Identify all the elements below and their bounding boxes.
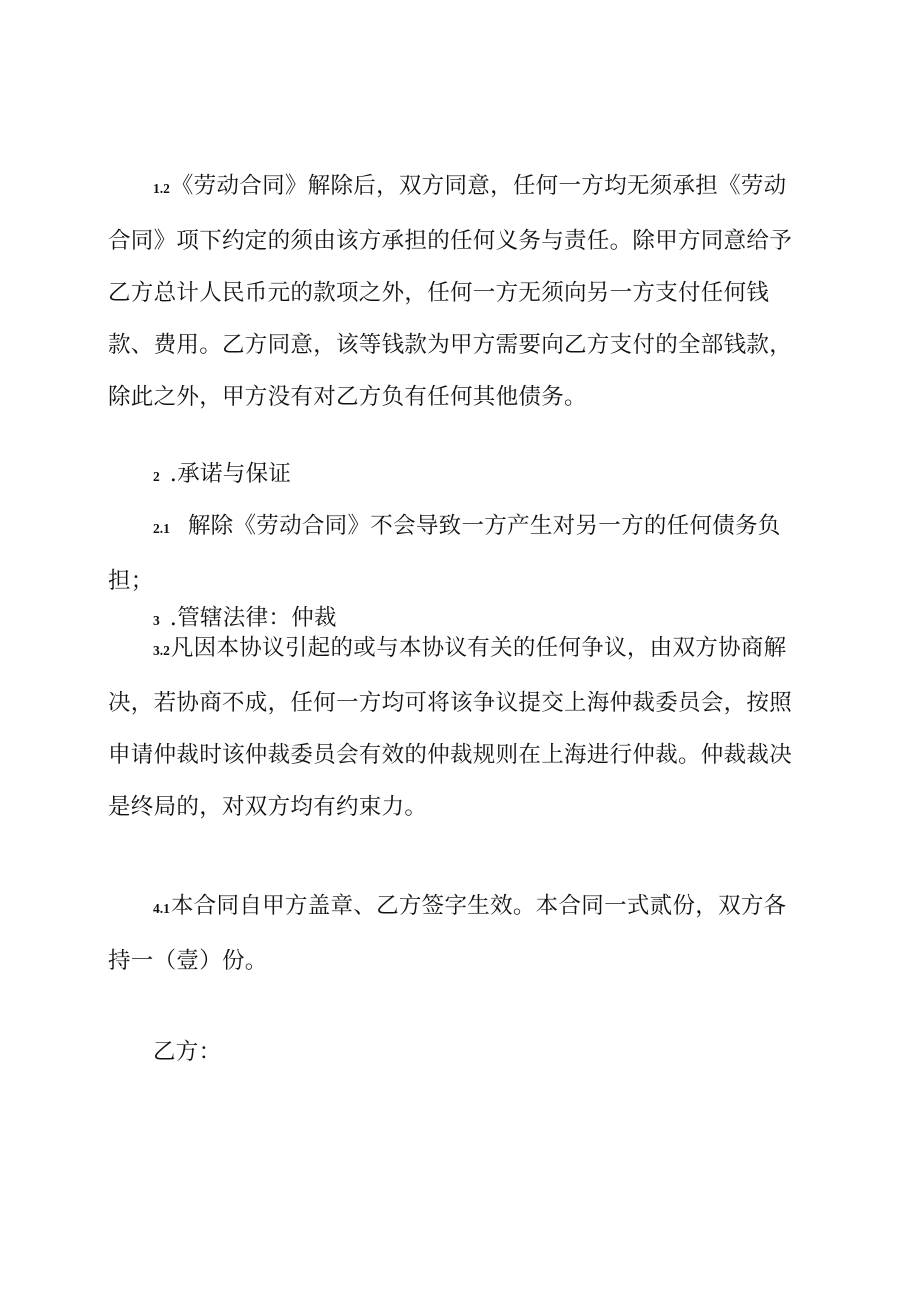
clause-text: 《劳动合同》解除后，双方同意，任何一方均无须承担《劳动合同》项下约定的须由该方承担的任何义务与责任。除甲方同意给予乙方总计人民币元的款项之外，任何一方无须向另一方支付任何钱款、费用。乙方同意，该等钱款为甲方需要向乙方支付的全部钱款，除此之外，甲方没有对乙方负有任何其他债务。: [108, 173, 793, 410]
section-heading-2: [108, 448, 808, 503]
clause-number: 2.1: [153, 521, 170, 536]
party-b-signature-label: [108, 1026, 808, 1078]
clause-text: 凡因本协议引起的或与本协议有关的任何争议，由双方协商解决，若协商不成，任何一方均可将该争议提交上海仲裁委员会，按照申请仲裁时该仲裁委员会有效的仲裁规则在上海进行仲裁。仲裁裁决是终局的，对双方均有约束力。: [108, 635, 793, 820]
clause-text: 本合同自甲方盖章、乙方签字生效。本合同一式贰份，双方各持一（壹）份。: [108, 893, 787, 974]
clause-number: 1.2: [153, 181, 170, 196]
clause-3-2: [108, 622, 808, 833]
section-title: .管辖法律：仲裁: [169, 605, 337, 631]
section-number: 3: [153, 613, 160, 628]
clause-number: 3.2: [153, 643, 170, 658]
clause-4-1: [108, 880, 808, 987]
clause-2-1: [108, 500, 808, 607]
section-title: .承诺与保证: [169, 461, 292, 487]
party-b-label: 乙方：: [153, 1039, 222, 1065]
clause-text: 解除《劳动合同》不会导致一方产生对另一方的任何债务负担；: [108, 513, 781, 594]
clause-1-2: [108, 160, 808, 423]
clause-number: 4.1: [153, 901, 170, 916]
section-number: 2: [153, 469, 160, 484]
